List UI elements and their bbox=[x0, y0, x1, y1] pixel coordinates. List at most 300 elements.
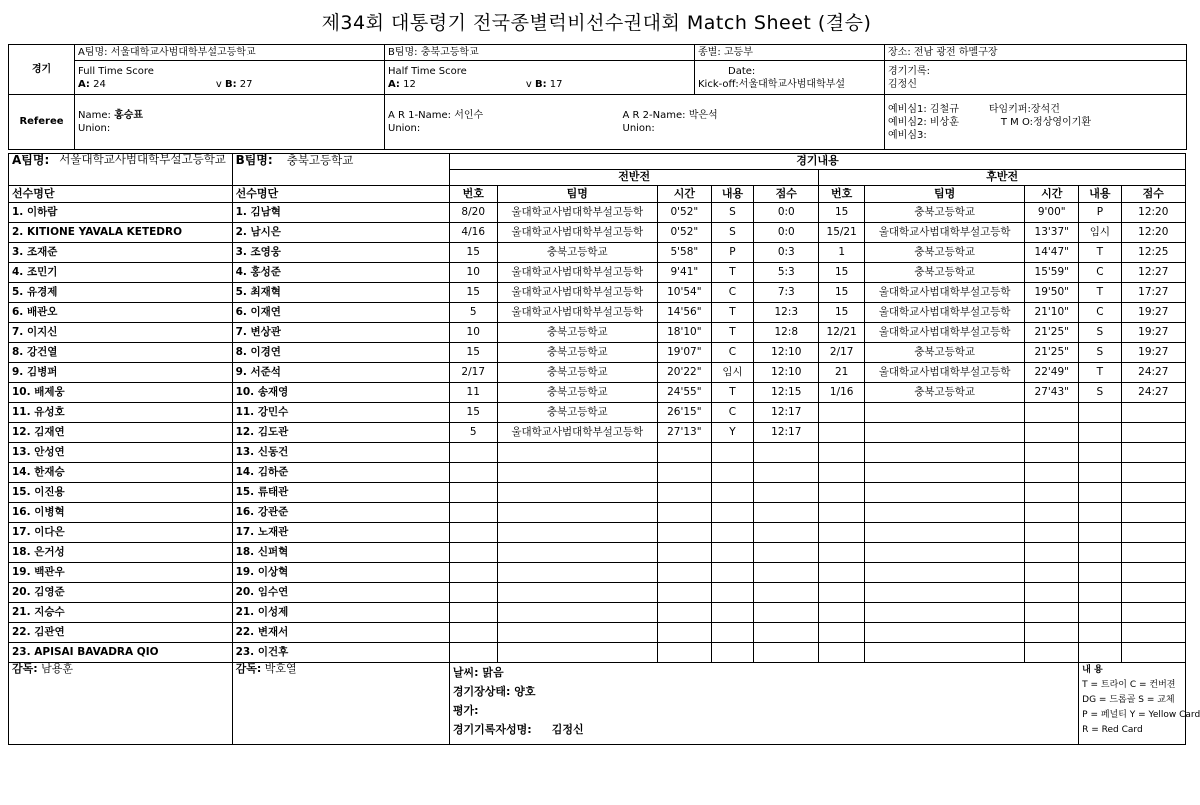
second-half-cell bbox=[1121, 643, 1185, 663]
second-half-cell: 21'10" bbox=[1025, 303, 1079, 323]
b-player: 3. 조영웅 bbox=[232, 243, 449, 263]
second-half-cell: 17:27 bbox=[1121, 283, 1185, 303]
first-half-cell bbox=[754, 463, 819, 483]
second-half-cell bbox=[864, 583, 1024, 603]
second-half-cell: 12:20 bbox=[1121, 203, 1185, 223]
first-half-cell bbox=[449, 583, 497, 603]
second-half-cell: 24:27 bbox=[1121, 363, 1185, 383]
second-half-cell bbox=[819, 603, 865, 623]
second-half-cell: 19'50" bbox=[1025, 283, 1079, 303]
first-half-cell: 24'55" bbox=[657, 383, 711, 403]
a-player: 4. 조민기 bbox=[9, 263, 233, 283]
first-half-cell: 7:3 bbox=[754, 283, 819, 303]
first-half-cell bbox=[497, 523, 657, 543]
first-half-cell bbox=[657, 563, 711, 583]
first-half-cell bbox=[657, 583, 711, 603]
second-half-cell: 충북고등학교 bbox=[864, 263, 1024, 283]
first-half-cell bbox=[657, 603, 711, 623]
a-player: 14. 한재승 bbox=[9, 463, 233, 483]
first-half-cell bbox=[657, 623, 711, 643]
second-half-cell: T bbox=[1079, 243, 1121, 263]
first-half-cell: 울대학교사범대학부설고등학 bbox=[497, 423, 657, 443]
second-half-cell bbox=[1121, 423, 1185, 443]
table-row bbox=[9, 423, 1186, 443]
second-half-cell: 12/21 bbox=[819, 323, 865, 343]
second-half-cell: 9'00" bbox=[1025, 203, 1079, 223]
second-half-cell: 충북고등학교 bbox=[864, 343, 1024, 363]
second-half-cell bbox=[864, 543, 1024, 563]
first-half-cell bbox=[754, 443, 819, 463]
a-player: 19. 백관우 bbox=[9, 563, 233, 583]
second-half-cell bbox=[1079, 403, 1121, 423]
second-half-cell bbox=[1079, 443, 1121, 463]
first-half-cell bbox=[497, 563, 657, 583]
b-player: 12. 김도관 bbox=[232, 423, 449, 443]
b-player: 19. 이상혁 bbox=[232, 563, 449, 583]
b-player: 2. 남시은 bbox=[232, 223, 449, 243]
second-half-cell: 19:27 bbox=[1121, 323, 1185, 343]
b-player: 21. 이성제 bbox=[232, 603, 449, 623]
first-half-cell: C bbox=[711, 343, 753, 363]
b-player: 7. 변상관 bbox=[232, 323, 449, 343]
b-player: 15. 류태관 bbox=[232, 483, 449, 503]
b-player: 5. 최재혁 bbox=[232, 283, 449, 303]
first-half-cell: 10'54" bbox=[657, 283, 711, 303]
table-row bbox=[9, 523, 1186, 543]
first-half-cell bbox=[711, 603, 753, 623]
game-info-table bbox=[8, 44, 1187, 95]
second-half-cell: 27'43" bbox=[1025, 383, 1079, 403]
first-half-cell bbox=[711, 523, 753, 543]
b-player: 16. 강관준 bbox=[232, 503, 449, 523]
first-half-cell: 울대학교사범대학부설고등학 bbox=[497, 203, 657, 223]
first-half-cell: 2/17 bbox=[449, 363, 497, 383]
first-half-cell bbox=[449, 543, 497, 563]
second-half-cell bbox=[819, 643, 865, 663]
first-half-cell: 5 bbox=[449, 303, 497, 323]
a-player: 23. APISAI BAVADRA QIO bbox=[9, 643, 233, 663]
first-half-cell bbox=[711, 503, 753, 523]
first-half-cell: T bbox=[711, 383, 753, 403]
second-half-cell bbox=[1025, 543, 1079, 563]
a-coach: 감독: 남용훈 bbox=[9, 663, 233, 745]
second-half-cell bbox=[1079, 463, 1121, 483]
second-half-cell bbox=[1079, 643, 1121, 663]
game-label: 경기 bbox=[9, 45, 75, 95]
second-half-cell: C bbox=[1079, 303, 1121, 323]
second-half-cell bbox=[1079, 483, 1121, 503]
b-player: 22. 변재서 bbox=[232, 623, 449, 643]
second-half-cell: C bbox=[1079, 263, 1121, 283]
table-row bbox=[9, 223, 1186, 243]
first-half-cell: 5 bbox=[449, 423, 497, 443]
first-half-cell: 5'58" bbox=[657, 243, 711, 263]
first-half-cell: 10 bbox=[449, 263, 497, 283]
table-row bbox=[9, 443, 1186, 463]
table-row bbox=[9, 503, 1186, 523]
first-half-cell: 울대학교사범대학부설고등학 bbox=[497, 283, 657, 303]
first-half-cell: 12:15 bbox=[754, 383, 819, 403]
legend: 내 용 T = 트라이 C = 컨버젼 DG = 드롭골 S = 교체 P = 페널티 Y = Yellow Card R = Red Card bbox=[1079, 663, 1186, 745]
first-half-cell: 11 bbox=[449, 383, 497, 403]
second-half-cell bbox=[1025, 423, 1079, 443]
table-row bbox=[9, 403, 1186, 423]
second-half-cell bbox=[1079, 583, 1121, 603]
first-half-cell: 27'13" bbox=[657, 423, 711, 443]
second-half-cell bbox=[864, 443, 1024, 463]
first-half-cell: 12:17 bbox=[754, 403, 819, 423]
b-player: 18. 신퍼혁 bbox=[232, 543, 449, 563]
first-half-cell: 14'56" bbox=[657, 303, 711, 323]
first-half-cell bbox=[754, 523, 819, 543]
second-half-cell bbox=[819, 503, 865, 523]
col-number: 번호 bbox=[449, 186, 497, 203]
players-content-table bbox=[8, 152, 1200, 745]
second-half-cell bbox=[1121, 563, 1185, 583]
second-half-cell: S bbox=[1079, 343, 1121, 363]
first-half-cell bbox=[497, 463, 657, 483]
a-player: 12. 김재연 bbox=[9, 423, 233, 443]
second-half-cell bbox=[1121, 483, 1185, 503]
first-half-cell bbox=[657, 503, 711, 523]
a-player: 17. 이다은 bbox=[9, 523, 233, 543]
second-half-cell bbox=[864, 603, 1024, 623]
a-player: 3. 조재준 bbox=[9, 243, 233, 263]
first-half-cell: 12:10 bbox=[754, 343, 819, 363]
second-half-cell: 13'37" bbox=[1025, 223, 1079, 243]
b-team-title: B팀명: 충북고등학교 bbox=[232, 154, 449, 186]
a-player: 6. 배관오 bbox=[9, 303, 233, 323]
a-player: 10. 배제웅 bbox=[9, 383, 233, 403]
first-half-cell bbox=[497, 623, 657, 643]
referee-name: Name: 홍승표 Union: bbox=[75, 95, 385, 150]
first-half-cell: C bbox=[711, 283, 753, 303]
first-half-cell: P bbox=[711, 243, 753, 263]
table-row bbox=[9, 323, 1186, 343]
second-half-cell: 15 bbox=[819, 303, 865, 323]
first-half-cell: 15 bbox=[449, 343, 497, 363]
first-half-cell: T bbox=[711, 263, 753, 283]
second-half-cell: 충북고등학교 bbox=[864, 383, 1024, 403]
b-team-name: 충북고등학교 bbox=[420, 46, 479, 58]
category: 종별: 고등부 bbox=[695, 45, 885, 61]
date-kickoff: Date: Kick-off:서울대학교사범대학부설 bbox=[695, 61, 885, 95]
table-row bbox=[9, 643, 1186, 663]
second-half-cell bbox=[1025, 443, 1079, 463]
first-half-cell bbox=[711, 583, 753, 603]
second-half-cell bbox=[1025, 483, 1079, 503]
first-half-cell bbox=[754, 603, 819, 623]
match-sheet bbox=[8, 44, 1200, 745]
col-score: 점수 bbox=[754, 186, 819, 203]
first-half-cell: 충북고등학교 bbox=[497, 243, 657, 263]
first-half-cell: 9'41" bbox=[657, 263, 711, 283]
a-team-header: A팀명: 서울대학교사범대학부설고등학교 bbox=[75, 45, 385, 61]
table-row bbox=[9, 543, 1186, 563]
a-roster-header: 선수명단 bbox=[9, 186, 233, 203]
second-half-cell bbox=[864, 503, 1024, 523]
second-half-cell bbox=[819, 523, 865, 543]
first-half-cell bbox=[754, 643, 819, 663]
second-half-cell bbox=[819, 543, 865, 563]
first-half-cell bbox=[497, 603, 657, 623]
second-half-cell bbox=[864, 643, 1024, 663]
second-half-cell: 충북고등학교 bbox=[864, 243, 1024, 263]
second-half-cell: 울대학교사범대학부설고등학 bbox=[864, 323, 1024, 343]
first-half-cell: S bbox=[711, 223, 753, 243]
first-half-cell bbox=[754, 543, 819, 563]
second-half-cell: 15 bbox=[819, 283, 865, 303]
second-half-cell bbox=[1121, 443, 1185, 463]
second-half-cell: T bbox=[1079, 363, 1121, 383]
first-half-cell: 임시 bbox=[711, 363, 753, 383]
second-half-cell bbox=[1025, 643, 1079, 663]
second-half-cell: 울대학교사범대학부설고등학 bbox=[864, 303, 1024, 323]
second-half-cell bbox=[1079, 423, 1121, 443]
second-half-cell bbox=[1121, 523, 1185, 543]
content-label: 경기내용 bbox=[449, 154, 1185, 170]
referee-table bbox=[8, 94, 1187, 150]
second-half-cell bbox=[1025, 623, 1079, 643]
table-row bbox=[9, 243, 1186, 263]
first-half-cell: 15 bbox=[449, 403, 497, 423]
first-half-cell bbox=[657, 543, 711, 563]
first-half-cell: 0:0 bbox=[754, 223, 819, 243]
reserve-referees: 예비심1: 김철규 타임키퍼:장석건 예비심2: 비상훈 T M O:정상영이기환 예비심3: bbox=[885, 95, 1187, 150]
full-time-score: Full Time Score A: 24 v B: 27 bbox=[75, 61, 385, 95]
second-half-cell bbox=[1121, 403, 1185, 423]
b-roster-header: 선수명단 bbox=[232, 186, 449, 203]
second-half-cell bbox=[1079, 503, 1121, 523]
first-half-cell bbox=[449, 503, 497, 523]
second-half-cell bbox=[1079, 543, 1121, 563]
first-half-cell bbox=[449, 603, 497, 623]
ar1-name: A R 1-Name: 서인수 Union: bbox=[385, 95, 620, 150]
first-half-cell: 19'07" bbox=[657, 343, 711, 363]
first-half-cell: 울대학교사범대학부설고등학 bbox=[497, 263, 657, 283]
first-half-cell bbox=[449, 563, 497, 583]
first-half-cell: S bbox=[711, 203, 753, 223]
first-half-label: 전반전 bbox=[449, 170, 818, 186]
second-half-cell bbox=[1079, 623, 1121, 643]
second-half-cell: 15/21 bbox=[819, 223, 865, 243]
second-half-cell: 충북고등학교 bbox=[864, 203, 1024, 223]
table-row bbox=[9, 603, 1186, 623]
a-player: 8. 강건열 bbox=[9, 343, 233, 363]
second-half-cell: P bbox=[1079, 203, 1121, 223]
second-half-cell bbox=[864, 563, 1024, 583]
col-team: 팀명 bbox=[497, 186, 657, 203]
first-half-cell bbox=[711, 483, 753, 503]
second-half-cell: 19:27 bbox=[1121, 343, 1185, 363]
first-half-cell bbox=[497, 583, 657, 603]
a-player: 16. 이병혁 bbox=[9, 503, 233, 523]
first-half-cell bbox=[497, 443, 657, 463]
b-coach: 감독: 박호열 bbox=[232, 663, 449, 745]
first-half-cell: 15 bbox=[449, 283, 497, 303]
second-half-cell: 15 bbox=[819, 203, 865, 223]
b-player: 23. 이건후 bbox=[232, 643, 449, 663]
first-half-cell bbox=[449, 463, 497, 483]
page-title: 제34회 대통령기 전국종별럭비선수권대회 Match Sheet (결승) bbox=[321, 12, 872, 34]
table-row bbox=[9, 343, 1186, 363]
second-half-cell: 21 bbox=[819, 363, 865, 383]
first-half-cell: 15 bbox=[449, 243, 497, 263]
second-half-cell bbox=[1121, 503, 1185, 523]
first-half-cell bbox=[449, 623, 497, 643]
b-player: 8. 이경연 bbox=[232, 343, 449, 363]
first-half-cell bbox=[754, 563, 819, 583]
second-half-cell bbox=[1079, 563, 1121, 583]
first-half-cell: T bbox=[711, 303, 753, 323]
col-content: 내용 bbox=[1079, 186, 1121, 203]
first-half-cell bbox=[497, 503, 657, 523]
second-half-cell: 12:27 bbox=[1121, 263, 1185, 283]
a-player: 11. 유성호 bbox=[9, 403, 233, 423]
table-row bbox=[9, 303, 1186, 323]
second-half-cell bbox=[864, 483, 1024, 503]
a-player: 15. 이진용 bbox=[9, 483, 233, 503]
table-row bbox=[9, 563, 1186, 583]
table-row bbox=[9, 463, 1186, 483]
first-half-cell: T bbox=[711, 323, 753, 343]
first-half-cell: C bbox=[711, 403, 753, 423]
first-half-cell bbox=[657, 643, 711, 663]
first-half-cell: 12:3 bbox=[754, 303, 819, 323]
b-player: 17. 노재관 bbox=[232, 523, 449, 543]
table-row bbox=[9, 263, 1186, 283]
second-half-cell bbox=[819, 423, 865, 443]
second-half-cell bbox=[864, 423, 1024, 443]
a-player: 20. 김영준 bbox=[9, 583, 233, 603]
second-half-cell bbox=[864, 623, 1024, 643]
table-row bbox=[9, 623, 1186, 643]
second-half-cell: S bbox=[1079, 383, 1121, 403]
first-half-cell: 8/20 bbox=[449, 203, 497, 223]
second-half-cell bbox=[819, 463, 865, 483]
second-half-cell: 1/16 bbox=[819, 383, 865, 403]
first-half-cell: 충북고등학교 bbox=[497, 383, 657, 403]
first-half-cell: 4/16 bbox=[449, 223, 497, 243]
second-half-cell: 19:27 bbox=[1121, 303, 1185, 323]
second-half-cell: 2/17 bbox=[819, 343, 865, 363]
a-player: 2. KITIONE YAVALA KETEDRO bbox=[9, 223, 233, 243]
second-half-cell: 21'25" bbox=[1025, 343, 1079, 363]
b-team-header: B팀명: 충북고등학교 bbox=[385, 45, 695, 61]
second-half-cell bbox=[1025, 583, 1079, 603]
a-player: 13. 안성연 bbox=[9, 443, 233, 463]
second-half-cell bbox=[1121, 463, 1185, 483]
referee-label: Referee bbox=[9, 95, 75, 150]
first-half-cell bbox=[449, 523, 497, 543]
first-half-cell: Y bbox=[711, 423, 753, 443]
b-player: 9. 서준석 bbox=[232, 363, 449, 383]
first-half-cell bbox=[754, 483, 819, 503]
first-half-cell: 0:0 bbox=[754, 203, 819, 223]
first-half-cell bbox=[754, 503, 819, 523]
first-half-cell: 0'52" bbox=[657, 203, 711, 223]
a-player: 18. 은거성 bbox=[9, 543, 233, 563]
b-player: 14. 김하준 bbox=[232, 463, 449, 483]
second-half-cell bbox=[1025, 403, 1079, 423]
second-half-cell: T bbox=[1079, 283, 1121, 303]
second-half-cell bbox=[819, 623, 865, 643]
second-half-cell: 임시 bbox=[1079, 223, 1121, 243]
first-half-cell bbox=[711, 443, 753, 463]
second-half-cell bbox=[1025, 463, 1079, 483]
second-half-cell bbox=[1025, 603, 1079, 623]
second-half-cell bbox=[864, 523, 1024, 543]
b-player: 20. 임수연 bbox=[232, 583, 449, 603]
first-half-cell: 18'10" bbox=[657, 323, 711, 343]
second-half-cell bbox=[819, 403, 865, 423]
b-player: 4. 홍성준 bbox=[232, 263, 449, 283]
second-half-cell: 14'47" bbox=[1025, 243, 1079, 263]
second-half-cell: 24:27 bbox=[1121, 383, 1185, 403]
first-half-cell: 0'52" bbox=[657, 223, 711, 243]
first-half-cell: 충북고등학교 bbox=[497, 343, 657, 363]
first-half-cell bbox=[711, 543, 753, 563]
second-half-cell: 울대학교사범대학부설고등학 bbox=[864, 283, 1024, 303]
a-player: 21. 지승수 bbox=[9, 603, 233, 623]
second-half-cell bbox=[1079, 603, 1121, 623]
second-half-cell bbox=[819, 563, 865, 583]
second-half-cell bbox=[819, 443, 865, 463]
b-player: 10. 송재영 bbox=[232, 383, 449, 403]
first-half-cell: 충북고등학교 bbox=[497, 363, 657, 383]
second-half-cell bbox=[1025, 503, 1079, 523]
ar2-name: A R 2-Name: 박은석 Union: bbox=[620, 95, 885, 150]
second-half-cell: 12:20 bbox=[1121, 223, 1185, 243]
col-score: 점수 bbox=[1121, 186, 1185, 203]
first-half-cell bbox=[711, 463, 753, 483]
second-half-cell bbox=[1121, 583, 1185, 603]
b-player: 13. 신동건 bbox=[232, 443, 449, 463]
second-half-cell: S bbox=[1079, 323, 1121, 343]
second-half-cell bbox=[1025, 523, 1079, 543]
a-player: 5. 유경제 bbox=[9, 283, 233, 303]
first-half-cell: 충북고등학교 bbox=[497, 323, 657, 343]
second-half-cell bbox=[1121, 603, 1185, 623]
second-half-cell bbox=[1025, 563, 1079, 583]
second-half-cell bbox=[819, 483, 865, 503]
first-half-cell bbox=[497, 643, 657, 663]
first-half-cell: 26'15" bbox=[657, 403, 711, 423]
table-row bbox=[9, 383, 1186, 403]
table-row bbox=[9, 583, 1186, 603]
venue: 장소: 전남 광전 하멜구장 bbox=[885, 45, 1187, 61]
second-half-cell bbox=[1121, 543, 1185, 563]
first-half-cell bbox=[711, 563, 753, 583]
second-half-cell bbox=[864, 403, 1024, 423]
first-half-cell: 충북고등학교 bbox=[497, 403, 657, 423]
second-half-cell: 12:25 bbox=[1121, 243, 1185, 263]
a-player: 7. 이지신 bbox=[9, 323, 233, 343]
first-half-cell: 10 bbox=[449, 323, 497, 343]
col-time: 시간 bbox=[657, 186, 711, 203]
b-player: 11. 강민수 bbox=[232, 403, 449, 423]
second-half-cell: 22'49" bbox=[1025, 363, 1079, 383]
first-half-cell bbox=[497, 483, 657, 503]
a-player: 9. 김병퍼 bbox=[9, 363, 233, 383]
first-half-cell bbox=[711, 643, 753, 663]
a-team-name: 서울대학교사범대학부설고등학교 bbox=[110, 46, 256, 58]
second-half-cell bbox=[819, 583, 865, 603]
first-half-cell bbox=[657, 483, 711, 503]
first-half-cell: 20'22" bbox=[657, 363, 711, 383]
table-row bbox=[9, 203, 1186, 223]
second-half-cell: 울대학교사범대학부설고등학 bbox=[864, 223, 1024, 243]
